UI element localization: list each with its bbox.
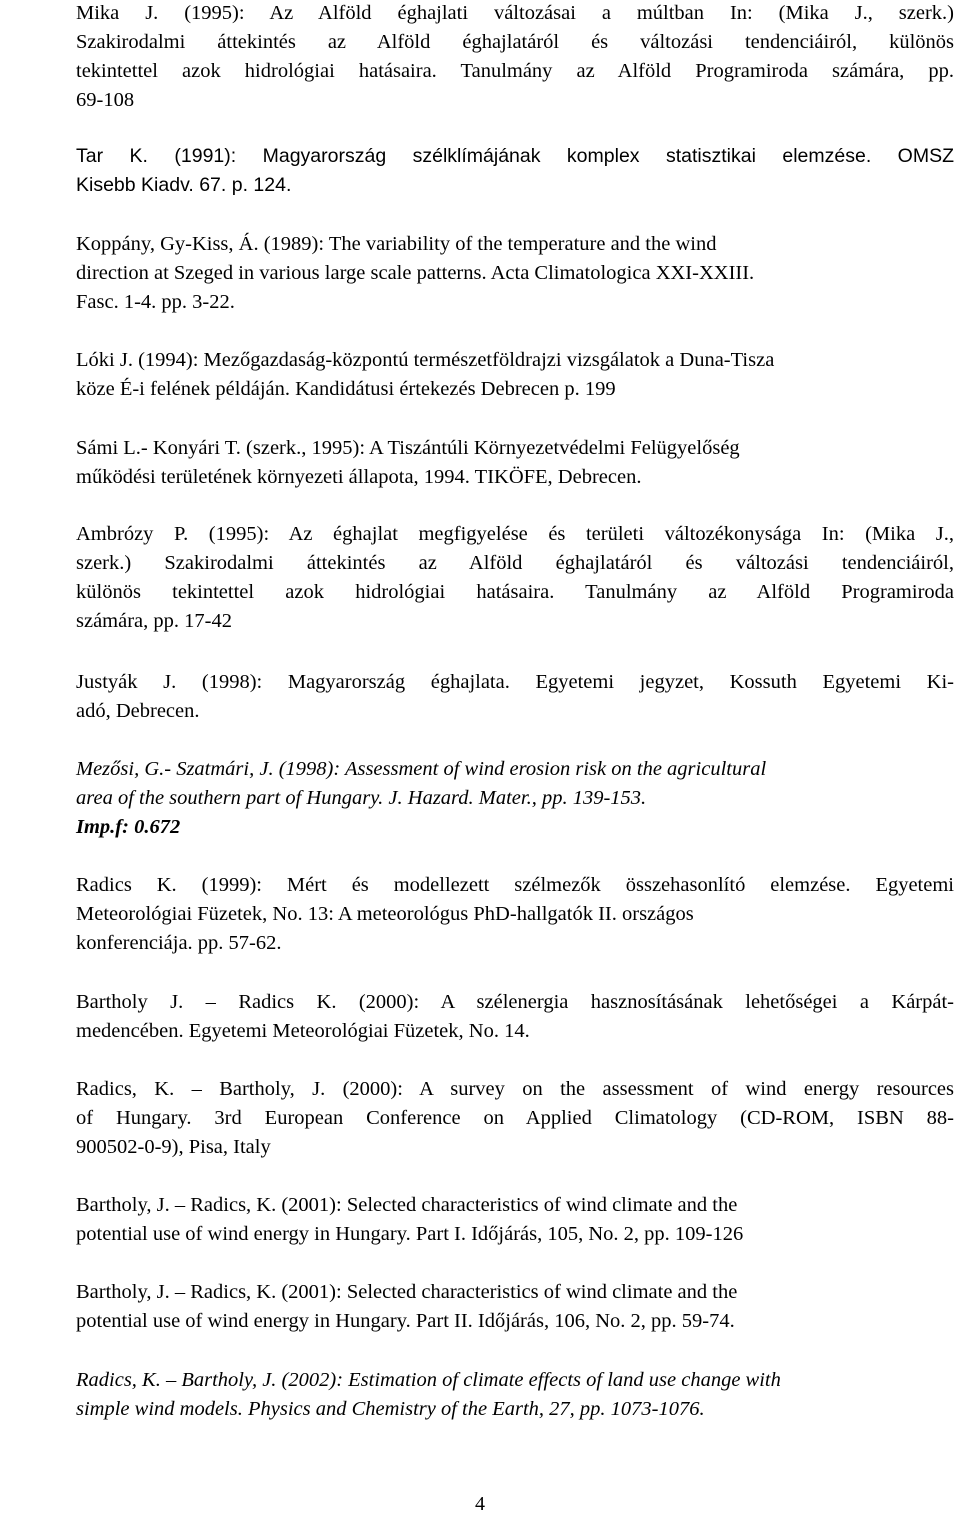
reference-line: medencében. Egyetemi Meteorológiai Füzetek, No. 14. <box>76 1020 530 1042</box>
reference-justyak-1998 <box>76 668 954 726</box>
reference-radics-1999 <box>76 871 954 958</box>
reference-radics-bartholy-2002 <box>76 1366 954 1424</box>
reference-tar-1991 <box>76 142 954 200</box>
reference-line: számára, pp. 17-42 <box>76 610 232 632</box>
reference-line: különös tekintettel azok hidrológiai hatásaira. Tanulmány az Alföld Programiroda <box>76 581 954 603</box>
reference-loki-1994 <box>76 346 954 404</box>
reference-line: Sámi L.- Konyári T. (szerk., 1995): A Tiszántúli Környezetvédelmi Felügyelőség <box>76 437 740 459</box>
reference-line: Bartholy J. – Radics K. (2000): A szélenergia hasznosításának lehetőségei a Kárpát- <box>76 991 954 1013</box>
reference-line: potential use of wind energy in Hungary. Part I. Időjárás, 105, No. 2, pp. 109-126 <box>76 1223 744 1245</box>
reference-line: Justyák J. (1998): Magyarország éghajlata. Egyetemi jegyzet, Kossuth Egyetemi Ki- <box>76 671 954 693</box>
reference-line: Meteorológiai Füzetek, No. 13: A meteorológus PhD-hallgatók II. országos <box>76 903 694 925</box>
reference-line: Radics, K. – Bartholy, J. (2002): Estimation of climate effects of land use change with <box>76 1369 781 1391</box>
reference-line: Lóki J. (1994): Mezőgazdaság-központú természetföldrajzi vizsgálatok a Duna-Tisza <box>76 349 775 371</box>
reference-line: Tar K. (1991): Magyarország szélklímájának komplex statisztikai elemzése. OMSZ <box>76 145 954 167</box>
reference-koppany-1989 <box>76 230 954 317</box>
impact-factor: Imp.f: 0.672 <box>76 816 181 838</box>
reference-bartholy-radics-2001-part2 <box>76 1278 954 1336</box>
reference-line: Ambrózy P. (1995): Az éghajlat megfigyelése és területi változékonysága In: (Mika J., <box>76 523 954 545</box>
reference-line: Kisebb Kiadv. 67. p. 124. <box>76 174 292 196</box>
reference-mezosi-1998 <box>76 755 954 842</box>
reference-line: Radics, K. – Bartholy, J. (2000): A survey on the assessment of wind energy resources <box>76 1078 954 1100</box>
reference-line: Szakirodalmi áttekintés az Alföld éghajlatáról és változási tendenciáiról, különös <box>76 31 954 53</box>
reference-line: Fasc. 1-4. pp. 3-22. <box>76 291 235 313</box>
reference-line: tekintettel azok hidrológiai hatásaira. Tanulmány az Alföld Programiroda számára, pp. <box>76 60 954 82</box>
reference-line: szerk.) Szakirodalmi áttekintés az Alföld éghajlatáról és változási tendenciáiról, <box>76 552 954 574</box>
reference-line: 69-108 <box>76 89 135 111</box>
reference-line: Radics K. (1999): Mért és modellezett szélmezők összehasonlító elemzése. Egyetemi <box>76 874 954 896</box>
reference-ambrozy-1995 <box>76 520 954 636</box>
reference-bartholy-radics-2000 <box>76 988 954 1046</box>
reference-line: konferenciája. pp. 57-62. <box>76 932 282 954</box>
reference-line: simple wind models. Physics and Chemistry of the Earth, 27, pp. 1073-1076. <box>76 1398 705 1420</box>
reference-bartholy-radics-2001-part1 <box>76 1191 954 1249</box>
reference-line: adó, Debrecen. <box>76 700 200 722</box>
reference-line: működési területének környezeti állapota, 1994. TIKÖFE, Debrecen. <box>76 466 642 488</box>
reference-line: Mezősi, G.- Szatmári, J. (1998): Assessment of wind erosion risk on the agricultural <box>76 758 767 780</box>
reference-line: köze É-i felének példáján. Kandidátusi értekezés Debrecen p. 199 <box>76 378 616 400</box>
reference-line: direction at Szeged in various large scale patterns. Acta Climatologica XXI-XXIII. <box>76 262 755 284</box>
reference-line: Mika J. (1995): Az Alföld éghajlati változásai a múltban In: (Mika J., szerk.) <box>76 2 954 24</box>
reference-line: Bartholy, J. – Radics, K. (2001): Selected characteristics of wind climate and the <box>76 1194 738 1216</box>
page-number: 4 <box>475 1493 485 1515</box>
reference-line: potential use of wind energy in Hungary. Part II. Időjárás, 106, No. 2, pp. 59-74. <box>76 1310 735 1332</box>
reference-line: Bartholy, J. – Radics, K. (2001): Selected characteristics of wind climate and the <box>76 1281 738 1303</box>
reference-sami-1995 <box>76 434 954 492</box>
reference-mika-1995 <box>76 0 954 115</box>
reference-line: 900502-0-9), Pisa, Italy <box>76 1136 271 1158</box>
reference-line: Koppány, Gy-Kiss, Á. (1989): The variability of the temperature and the wind <box>76 233 717 255</box>
reference-radics-bartholy-2000 <box>76 1075 954 1162</box>
reference-line: of Hungary. 3rd European Conference on Applied Climatology (CD-ROM, ISBN 88- <box>76 1107 954 1129</box>
reference-line: area of the southern part of Hungary. J. Hazard. Mater., pp. 139-153. <box>76 787 647 809</box>
